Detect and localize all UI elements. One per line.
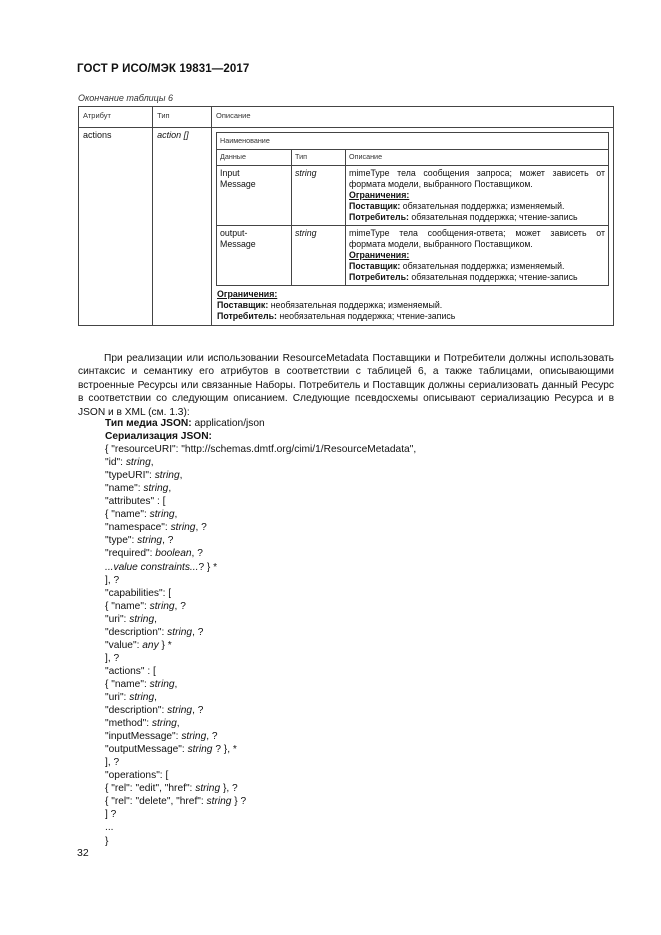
code-line bbox=[105, 469, 625, 482]
restrictions-label: Ограничения: bbox=[217, 289, 278, 299]
code-token: "required": bbox=[105, 548, 156, 560]
code-line bbox=[105, 600, 625, 613]
code-type-token: string bbox=[125, 457, 151, 469]
code-line bbox=[105, 756, 625, 769]
code-token: { "name": bbox=[105, 600, 150, 612]
code-line bbox=[105, 534, 625, 547]
code-line bbox=[105, 769, 625, 782]
provider-label: Поставщик: bbox=[217, 300, 269, 310]
code-token: ? } * bbox=[198, 561, 218, 573]
code-type-token: any bbox=[142, 639, 159, 651]
consumer-line bbox=[349, 212, 605, 223]
code-token: "actions" : [ bbox=[105, 665, 156, 677]
consumer-line bbox=[217, 311, 609, 322]
code-type-token: string bbox=[187, 744, 213, 756]
code-type-token: boolean bbox=[155, 548, 192, 560]
code-line bbox=[105, 665, 625, 678]
code-line bbox=[105, 795, 625, 808]
code-line bbox=[105, 443, 625, 456]
restrictions-label: Ограничения: bbox=[349, 250, 410, 260]
provider-text: необязательная поддержка; изменяемый. bbox=[268, 300, 443, 310]
provider-label: Поставщик: bbox=[349, 261, 401, 271]
code-type-token: string bbox=[154, 470, 180, 482]
code-line bbox=[105, 574, 625, 587]
provider-line bbox=[349, 261, 605, 272]
code-token: "capabilities": [ bbox=[105, 587, 172, 599]
code-token: { "resourceURI": "http://schemas.dmtf.org/cimi/1/ResourceMetadata", bbox=[105, 444, 417, 456]
code-token: } ? bbox=[231, 796, 247, 808]
code-type-token: ...value constraints... bbox=[105, 561, 199, 573]
nested-type-cell: string bbox=[292, 226, 346, 286]
code-line bbox=[105, 456, 625, 469]
code-line bbox=[105, 808, 625, 821]
consumer-text: обязательная поддержка; чтение-запись bbox=[408, 212, 578, 222]
code-type-token: string bbox=[206, 796, 232, 808]
code-token: , ? bbox=[192, 705, 204, 717]
nested-name-cell bbox=[217, 226, 292, 286]
code-token: , ? bbox=[192, 626, 204, 638]
code-token: "description": bbox=[105, 705, 168, 717]
code-token: "description": bbox=[105, 626, 168, 638]
code-line bbox=[105, 561, 625, 574]
nested-name-cell bbox=[217, 166, 292, 226]
code-token: "inputMessage": bbox=[105, 731, 182, 743]
table-caption: Окончание таблицы 6 bbox=[78, 93, 173, 103]
code-token: { "name": bbox=[105, 678, 150, 690]
json-pseudoschema bbox=[105, 417, 625, 848]
consumer-line bbox=[349, 272, 605, 283]
attribute-cell: actions bbox=[79, 128, 153, 326]
code-type-token: string bbox=[170, 522, 196, 534]
column-header-type: Тип bbox=[153, 107, 212, 128]
code-line bbox=[105, 730, 625, 743]
code-line bbox=[105, 782, 625, 795]
code-type-token: string bbox=[167, 705, 193, 717]
code-type-token: string bbox=[129, 613, 155, 625]
attributes-table bbox=[78, 106, 614, 326]
code-line bbox=[105, 587, 625, 600]
code-line bbox=[105, 482, 625, 495]
provider-text: обязательная поддержка; изменяемый. bbox=[400, 201, 565, 211]
restrictions-label: Ограничения: bbox=[349, 190, 410, 200]
code-line bbox=[105, 495, 625, 508]
consumer-label: Потребитель: bbox=[349, 212, 409, 222]
table-row bbox=[79, 128, 614, 326]
actions-restrictions bbox=[216, 289, 609, 324]
code-line bbox=[105, 547, 625, 560]
code-line bbox=[105, 508, 625, 521]
code-line bbox=[105, 613, 625, 626]
nested-description-text: mimeType тела сообщения запроса; может зависеть от формата модели, выбранного Поставщиком. bbox=[349, 168, 605, 189]
document-title: ГОСТ Р ИСО/МЭК 19831—2017 bbox=[77, 63, 250, 75]
consumer-label: Потребитель: bbox=[349, 272, 409, 282]
nested-name-header-row bbox=[217, 133, 609, 150]
nested-column-header-description: Описание bbox=[346, 150, 609, 166]
code-token: , bbox=[176, 718, 180, 730]
code-token: ], ? bbox=[105, 574, 120, 586]
nested-description-text: mimeType тела сообщения-ответа; может зависеть от формата модели, выбранного Поставщиком. bbox=[349, 228, 605, 249]
code-token: } * bbox=[158, 639, 172, 651]
media-type-label: Тип медиа JSON: bbox=[105, 418, 192, 429]
code-line bbox=[105, 639, 625, 652]
provider-label: Поставщик: bbox=[349, 201, 401, 211]
column-header-attribute: Атрибут bbox=[79, 107, 153, 128]
code-token: "uri": bbox=[105, 691, 130, 703]
code-token: ? }, * bbox=[212, 744, 237, 756]
code-token: "method": bbox=[105, 718, 152, 730]
nested-row-input-message bbox=[217, 166, 609, 226]
code-type-token: string bbox=[151, 718, 177, 730]
code-token: ] ? bbox=[105, 809, 117, 821]
code-type-token: string bbox=[129, 691, 155, 703]
code-token: { "rel": "delete", "href": bbox=[105, 796, 207, 808]
code-token: , bbox=[168, 483, 172, 495]
code-line bbox=[105, 704, 625, 717]
media-type-value: application/json bbox=[191, 418, 265, 429]
code-type-token: string bbox=[143, 483, 169, 495]
serialization-heading bbox=[105, 430, 625, 443]
code-type-token: string bbox=[137, 535, 163, 547]
nested-header-row bbox=[217, 150, 609, 166]
consumer-text: необязательная поддержка; чтение-запись bbox=[276, 311, 456, 321]
consumer-text: обязательная поддержка; чтение-запись bbox=[408, 272, 578, 282]
code-token: "attributes" : [ bbox=[105, 496, 166, 508]
code-line bbox=[105, 652, 625, 665]
nested-description-cell bbox=[346, 226, 609, 286]
code-line bbox=[105, 743, 625, 756]
description-cell bbox=[212, 128, 614, 326]
code-token: "typeURI": bbox=[105, 470, 155, 482]
serialization-label: Сериализация JSON: bbox=[105, 431, 212, 443]
code-token: "value": bbox=[105, 639, 143, 651]
code-token: , ? bbox=[174, 600, 186, 612]
code-token: "type": bbox=[105, 535, 138, 547]
code-line bbox=[105, 691, 625, 704]
code-token: ], ? bbox=[105, 652, 120, 664]
nested-column-header-type: Тип bbox=[292, 150, 346, 166]
code-token: ... bbox=[105, 822, 114, 834]
code-token: , ? bbox=[195, 522, 207, 534]
nested-table bbox=[216, 132, 609, 286]
nested-name-line: Message bbox=[220, 239, 256, 249]
code-type-token: string bbox=[149, 600, 175, 612]
nested-name-line: output- bbox=[220, 228, 248, 238]
nested-name-line: Message bbox=[220, 179, 256, 189]
code-token: , ? bbox=[162, 535, 174, 547]
code-token: } bbox=[105, 835, 109, 847]
table-header-row bbox=[79, 107, 614, 128]
provider-line bbox=[217, 300, 609, 311]
code-type-token: string bbox=[181, 731, 207, 743]
code-line bbox=[105, 835, 625, 848]
code-token: , ? bbox=[206, 731, 218, 743]
provider-text: обязательная поддержка; изменяемый. bbox=[400, 261, 565, 271]
code-lines bbox=[105, 443, 625, 847]
nested-name-header: Наименование bbox=[217, 133, 609, 150]
code-token: , bbox=[174, 509, 178, 521]
column-header-description: Описание bbox=[212, 107, 614, 128]
nested-name-line: Input bbox=[220, 168, 240, 178]
code-token: , bbox=[154, 613, 157, 625]
media-type-line bbox=[105, 417, 625, 430]
provider-line bbox=[349, 201, 605, 212]
type-cell: action [] bbox=[153, 128, 212, 326]
code-token: , bbox=[179, 470, 183, 482]
code-token: { "rel": "edit", "href": bbox=[105, 783, 196, 795]
code-line bbox=[105, 821, 625, 834]
nested-row-output-message bbox=[217, 226, 609, 286]
code-token: , bbox=[154, 691, 157, 703]
code-line bbox=[105, 521, 625, 534]
code-type-token: string bbox=[167, 626, 193, 638]
code-type-token: string bbox=[149, 678, 175, 690]
code-token: , ? bbox=[191, 548, 203, 560]
code-token: "uri": bbox=[105, 613, 130, 625]
code-token: "name": bbox=[105, 483, 144, 495]
nested-type-cell: string bbox=[292, 166, 346, 226]
code-line bbox=[105, 678, 625, 691]
page-number: 32 bbox=[77, 847, 89, 859]
code-line bbox=[105, 717, 625, 730]
code-token: , bbox=[174, 678, 178, 690]
code-type-token: string bbox=[149, 509, 175, 521]
nested-description-cell bbox=[346, 166, 609, 226]
code-token: , bbox=[150, 457, 154, 469]
consumer-label: Потребитель: bbox=[217, 311, 277, 321]
code-token: "namespace": bbox=[105, 522, 171, 534]
code-token: "outputMessage": bbox=[105, 744, 188, 756]
code-line bbox=[105, 626, 625, 639]
code-token: "operations": [ bbox=[105, 770, 169, 782]
code-token: "id": bbox=[105, 457, 126, 469]
body-paragraph: При реализации или использовании ResourceMetadata Поставщики и Потребители должны использовать синтаксис и семантику его атрибутов в соответствии с таблицей 6, а также таблицами, описывающими встроенные Ресурсы или связанные Наборы. Потребитель и Поставщик должны сериализовать данный Ресурс в соответствии со следующим описанием. Следующие псевдосхемы описывают сериализацию Ресурса и в JSON и в XML (см. 1.3): bbox=[78, 353, 614, 418]
nested-column-header-data: Данные bbox=[217, 150, 292, 166]
code-token: { "name": bbox=[105, 509, 150, 521]
code-token: ], ? bbox=[105, 757, 120, 769]
code-type-token: string bbox=[195, 783, 221, 795]
code-token: }, ? bbox=[220, 783, 238, 795]
